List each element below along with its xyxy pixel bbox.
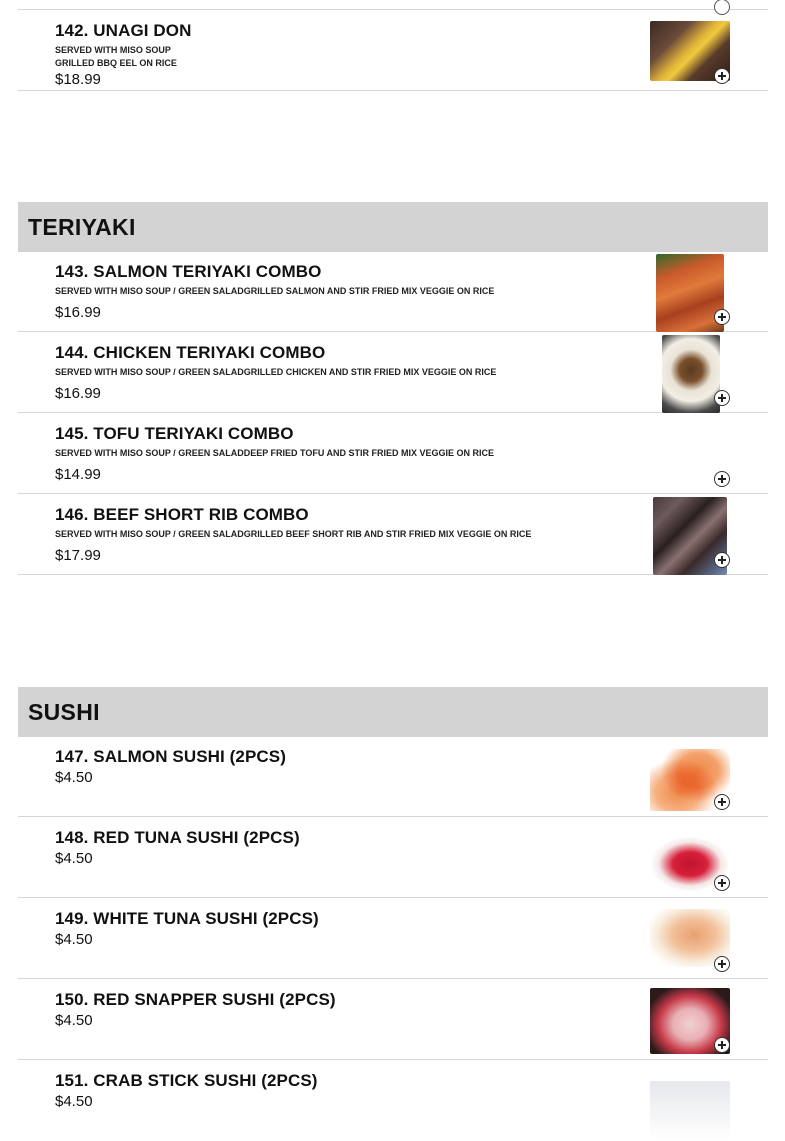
item-name: 148. RED TUNA SUSHI (2PCS) [55,828,300,847]
menu-item-144[interactable] [18,333,768,413]
item-price: $4.50 [55,931,93,948]
item-price: $4.50 [55,850,93,867]
section-title: SUSHI [28,699,100,725]
crab-stick-sushi-photo[interactable] [650,1081,730,1141]
chicken-teriyaki-photo[interactable] [662,335,720,413]
item-name: 150. RED SNAPPER SUSHI (2PCS) [55,990,336,1009]
previous-item-row[interactable] [18,0,768,10]
menu-item-148[interactable] [18,818,768,898]
item-name: 147. SALMON SUSHI (2PCS) [55,747,287,766]
plus-circle-icon[interactable] [714,309,730,325]
item-name: 143. SALMON TERIYAKI COMBO [55,262,322,281]
item-price: $18.99 [55,71,101,88]
plus-circle-icon[interactable] [714,68,730,84]
menu-item-151[interactable] [18,1061,768,1141]
plus-circle-icon[interactable] [714,552,730,568]
menu-item-149[interactable] [18,899,768,979]
item-description [55,44,575,70]
item-price: $14.99 [55,466,101,483]
item-name: 146. BEEF SHORT RIB COMBO [55,505,309,524]
item-name: 149. WHITE TUNA SUSHI (2PCS) [55,909,319,928]
menu-item-147[interactable] [18,737,768,817]
item-name: 145. TOFU TERIYAKI COMBO [55,424,294,443]
item-price: $4.50 [55,769,93,786]
item-name: 144. CHICKEN TERIYAKI COMBO [55,343,326,362]
item-description: SERVED WITH MISO SOUP / GREEN SALADGRILLED BEEF SHORT RIB AND STIR FRIED MIX VEGGIE ON RICE [55,529,532,539]
plus-circle-icon[interactable] [714,471,730,487]
item-description-line: GRILLED BBQ EEL ON RICE [55,58,177,68]
section-title: TERIYAKI [28,214,136,240]
item-name: 151. CRAB STICK SUSHI (2PCS) [55,1071,318,1090]
plus-circle-icon[interactable] [714,1037,730,1053]
item-price: $16.99 [55,304,101,321]
section-header-sushi [18,687,768,737]
menu-item-143[interactable] [18,252,768,332]
item-description: SERVED WITH MISO SOUP / GREEN SALADGRILLED SALMON AND STIR FRIED MIX VEGGIE ON RICE [55,286,495,296]
menu-item-145[interactable] [18,414,768,494]
item-name: 142. UNAGI DON [55,21,192,40]
item-price: $4.50 [55,1012,93,1029]
plus-circle-icon[interactable] [714,794,730,810]
item-description: SERVED WITH MISO SOUP / GREEN SALADGRILLED CHICKEN AND STIR FRIED MIX VEGGIE ON RICE [55,367,497,377]
item-description: SERVED WITH MISO SOUP / GREEN SALADDEEP FRIED TOFU AND STIR FRIED MIX VEGGIE ON RICE [55,448,495,458]
menu-item-150[interactable] [18,980,768,1060]
item-price: $17.99 [55,547,101,564]
item-price: $16.99 [55,385,101,402]
menu-item-146[interactable] [18,495,768,575]
plus-circle-icon[interactable] [714,956,730,972]
section-header-teriyaki [18,202,768,252]
plus-circle-icon[interactable] [714,875,730,891]
menu-item-142[interactable] [18,11,768,91]
plus-circle-icon[interactable] [714,390,730,406]
item-description-line: SERVED WITH MISO SOUP [55,45,171,55]
item-price: $4.50 [55,1093,93,1110]
